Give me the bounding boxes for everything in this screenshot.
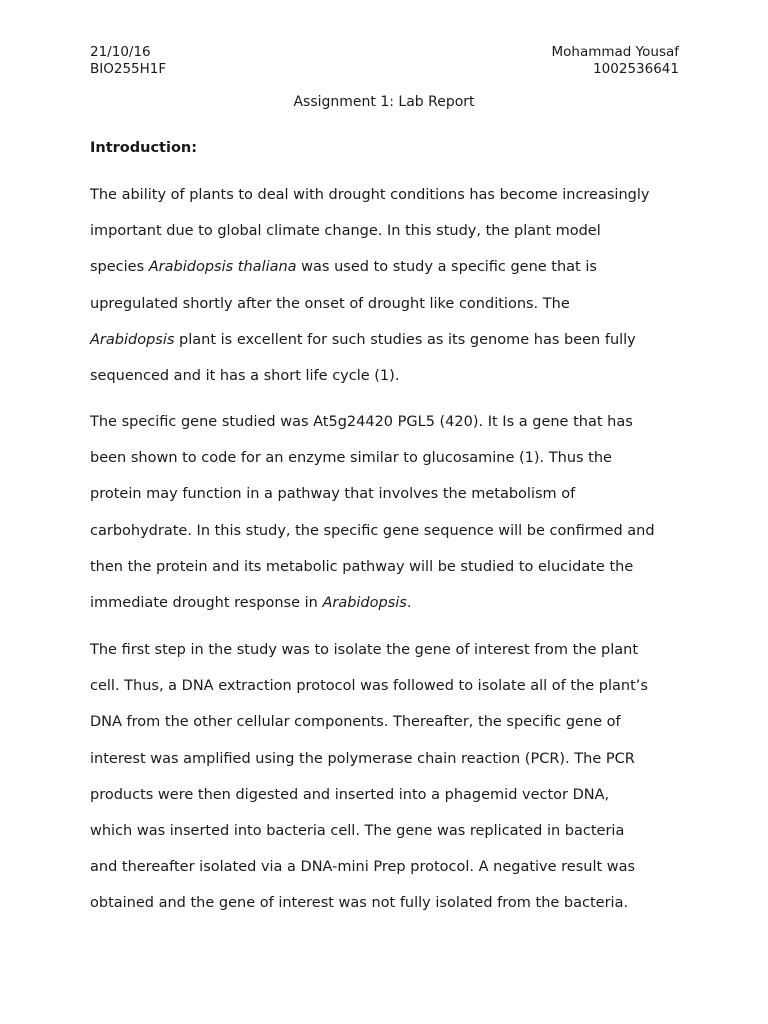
paragraph-line [90, 822, 690, 858]
text-run: The specific gene studied was At5g24420 PGL5 (420). It Is a gene that has [90, 414, 633, 430]
text-run: immediate drought response in [90, 594, 323, 611]
paragraph-line [90, 750, 690, 786]
text-run: . [406, 594, 412, 611]
text-run: products were then digested and inserted into a phagemid vector DNA, [90, 786, 610, 803]
text-run: then the protein and its metabolic pathway will be studied to elucidate the [90, 558, 634, 575]
paragraph-line [90, 449, 690, 485]
text-run: sequenced and it has a short life cycle (1). [90, 367, 400, 384]
paragraph-line [90, 641, 690, 677]
paragraph-line [90, 258, 690, 294]
paragraph-line [90, 713, 690, 749]
header-left [90, 44, 166, 78]
text-run: protein may function in a pathway that involves the metabolism of [90, 486, 576, 503]
italic-text: Arabidopsis thaliana [148, 259, 297, 276]
paragraph-line [90, 894, 690, 930]
section-heading: Introduction: [90, 140, 198, 156]
header-student-id: 1002536641 [593, 61, 679, 77]
text-run: upregulated shortly after the onset of drought like conditions. The [90, 295, 570, 312]
text-run: cell. Thus, a DNA extraction protocol was followed to isolate all of the plant’s [90, 678, 648, 695]
paragraph-line [90, 786, 690, 822]
paragraph-line [90, 295, 690, 331]
paragraph-line [90, 413, 690, 449]
text-run: which was inserted into bacteria cell. The gene was replicated in bacteria [90, 822, 625, 839]
paragraph-line [90, 858, 690, 894]
text-run: plant is excellent for such studies as its genome has been fully [174, 331, 636, 348]
paragraph-1 [90, 186, 690, 403]
text-run: carbohydrate. In this study, the specific gene sequence will be confirmed and [90, 522, 655, 539]
paragraph-3 [90, 641, 690, 931]
paragraph-line [90, 186, 690, 222]
paragraph-line [90, 522, 690, 558]
text-run: DNA from the other cellular components. Thereafter, the specific gene of [90, 714, 621, 731]
text-run: interest was amplified using the polymerase chain reaction (PCR). The PCR [90, 750, 635, 767]
paragraph-line [90, 331, 690, 367]
text-run: The ability of plants to deal with drought conditions has become increasingly [90, 187, 650, 203]
text-run: was used to study a specific gene that is [296, 259, 597, 276]
text-run: obtained and the gene of interest was not fully isolated from the bacteria. [90, 895, 629, 912]
document-title: Assignment 1: Lab Report [293, 94, 475, 110]
text-run: been shown to code for an enzyme similar to glucosamine (1). Thus the [90, 450, 612, 467]
text-run: species [90, 259, 149, 276]
header-date: 21/10/16 [90, 44, 151, 60]
paragraph-line [90, 677, 690, 713]
header-course: BIO255H1F [90, 61, 167, 77]
paragraph-line [90, 367, 690, 403]
italic-text: Arabidopsis [90, 331, 175, 348]
header-right [552, 44, 680, 78]
text-run: and thereafter isolated via a DNA-mini Prep protocol. A negative result was [90, 859, 636, 876]
header-author: Mohammad Yousaf [551, 44, 679, 60]
text-run: important due to global climate change. In this study, the plant model [90, 223, 601, 240]
text-run: The first step in the study was to isolate the gene of interest from the plant [90, 642, 639, 658]
paragraph-line [90, 558, 690, 594]
paragraph-line [90, 222, 690, 258]
italic-text: Arabidopsis [322, 594, 407, 611]
paragraph-line [90, 485, 690, 521]
paragraph-2 [90, 413, 690, 630]
paragraph-line [90, 594, 690, 630]
